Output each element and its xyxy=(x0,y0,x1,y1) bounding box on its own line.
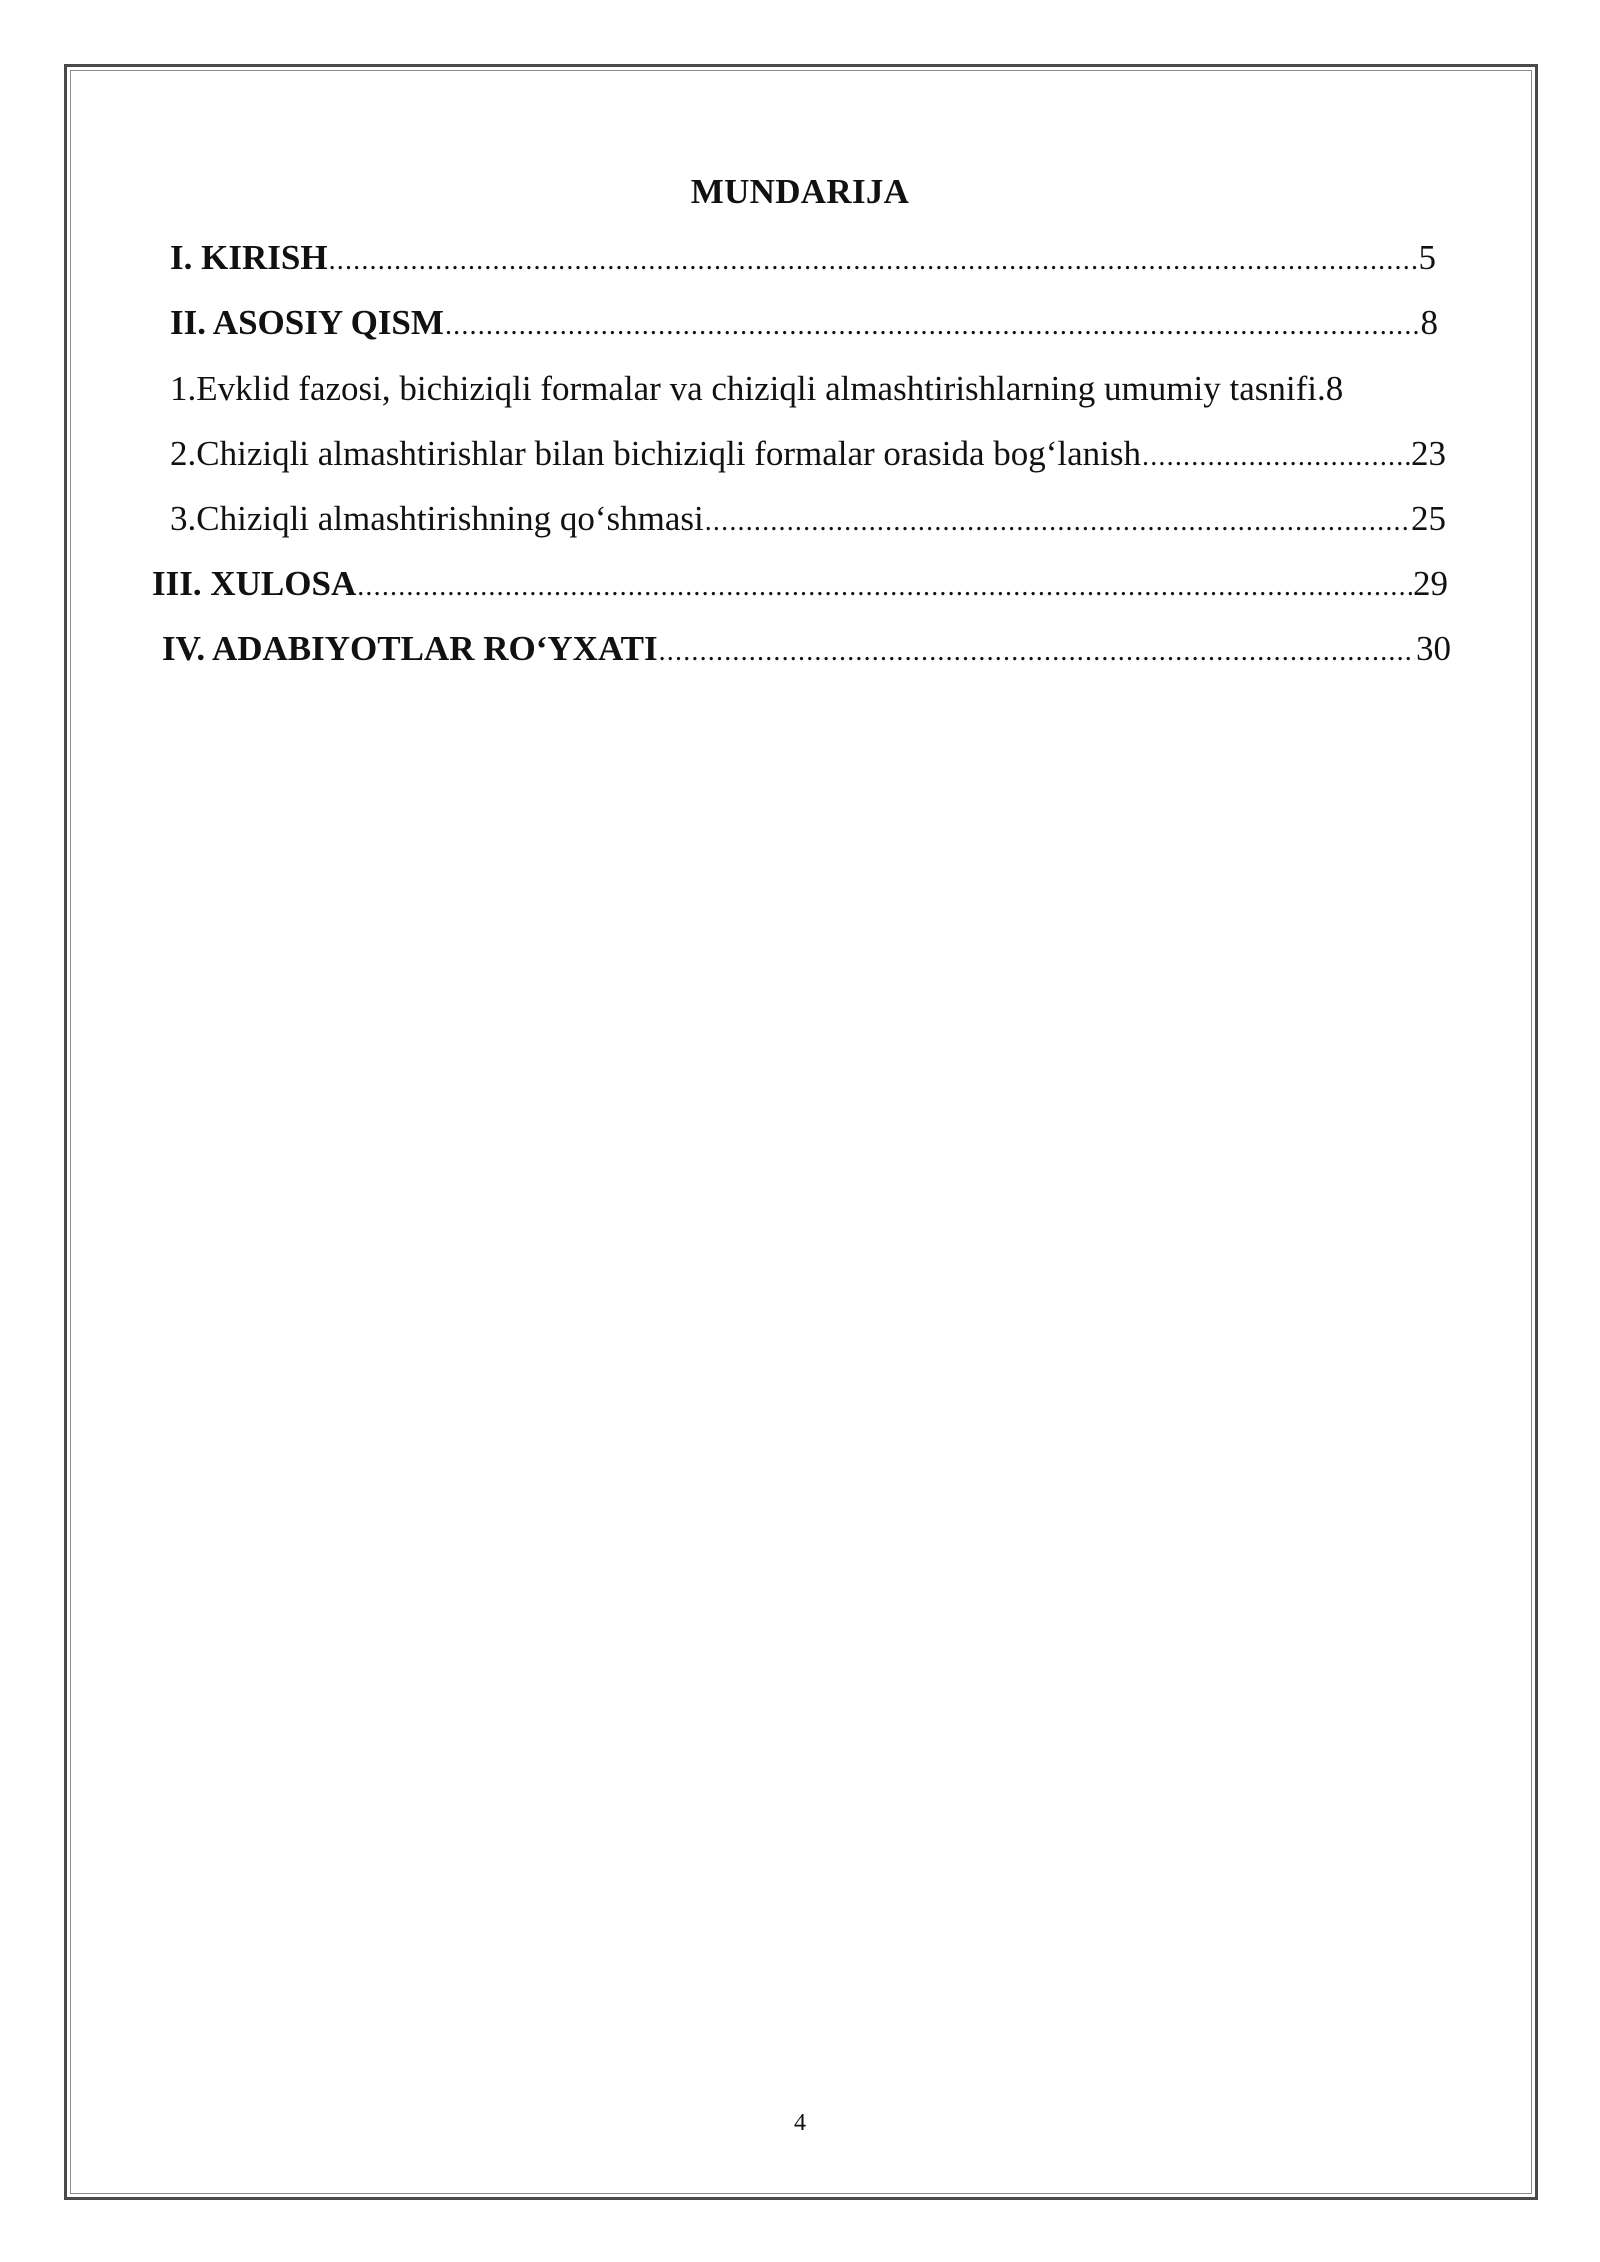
toc-entry-label: 2.Chiziqli almashtirishlar bilan bichiziqli formalar orasida bog‘lanish xyxy=(170,434,1142,473)
toc-dot-leader xyxy=(705,499,1410,545)
toc-entry-label: I. KIRISH xyxy=(170,238,328,277)
toc-entry-label: III. XULOSA xyxy=(152,564,357,603)
toc-entry-label: IV. ADABIYOTLAR RO‘YXATI xyxy=(162,629,658,668)
toc-entry-section-1[interactable] xyxy=(170,366,1445,412)
toc-page-number: 8 xyxy=(1325,369,1344,408)
toc-dot-leader xyxy=(1142,434,1410,480)
toc-page-number: 8 xyxy=(1420,303,1438,342)
toc-entry-label: 1.Evklid fazosi, bichiziqli formalar va chiziqli almashtirishlarning umumiy tasnifi. xyxy=(170,369,1326,408)
toc-dot-leader xyxy=(659,629,1415,675)
toc-dot-leader xyxy=(329,238,1418,284)
toc-entry-xulosa[interactable] xyxy=(152,561,1448,607)
toc-page-number: 23 xyxy=(1411,434,1446,473)
toc-entry-label: II. ASOSIY QISM xyxy=(170,303,444,342)
toc-entry-kirish[interactable] xyxy=(170,235,1436,281)
toc-page-number: 5 xyxy=(1418,238,1436,277)
toc-entry-section-3[interactable] xyxy=(170,496,1446,542)
toc-dot-leader xyxy=(445,303,1420,349)
toc-entry-adabiyotlar[interactable] xyxy=(162,626,1451,672)
toc-page-number: 30 xyxy=(1416,629,1451,668)
toc-page-number: 29 xyxy=(1413,564,1448,603)
toc-dot-leader xyxy=(357,564,1412,610)
page-number: 4 xyxy=(794,2110,806,2136)
toc-entry-asosiy-qism[interactable] xyxy=(170,300,1438,346)
toc-entry-label: 3.Chiziqli almashtirishning qo‘shmasi xyxy=(170,499,704,538)
document-title: MUNDARIJA xyxy=(690,172,910,211)
toc-entry-section-2[interactable] xyxy=(170,431,1446,477)
toc-page-number: 25 xyxy=(1411,499,1446,538)
